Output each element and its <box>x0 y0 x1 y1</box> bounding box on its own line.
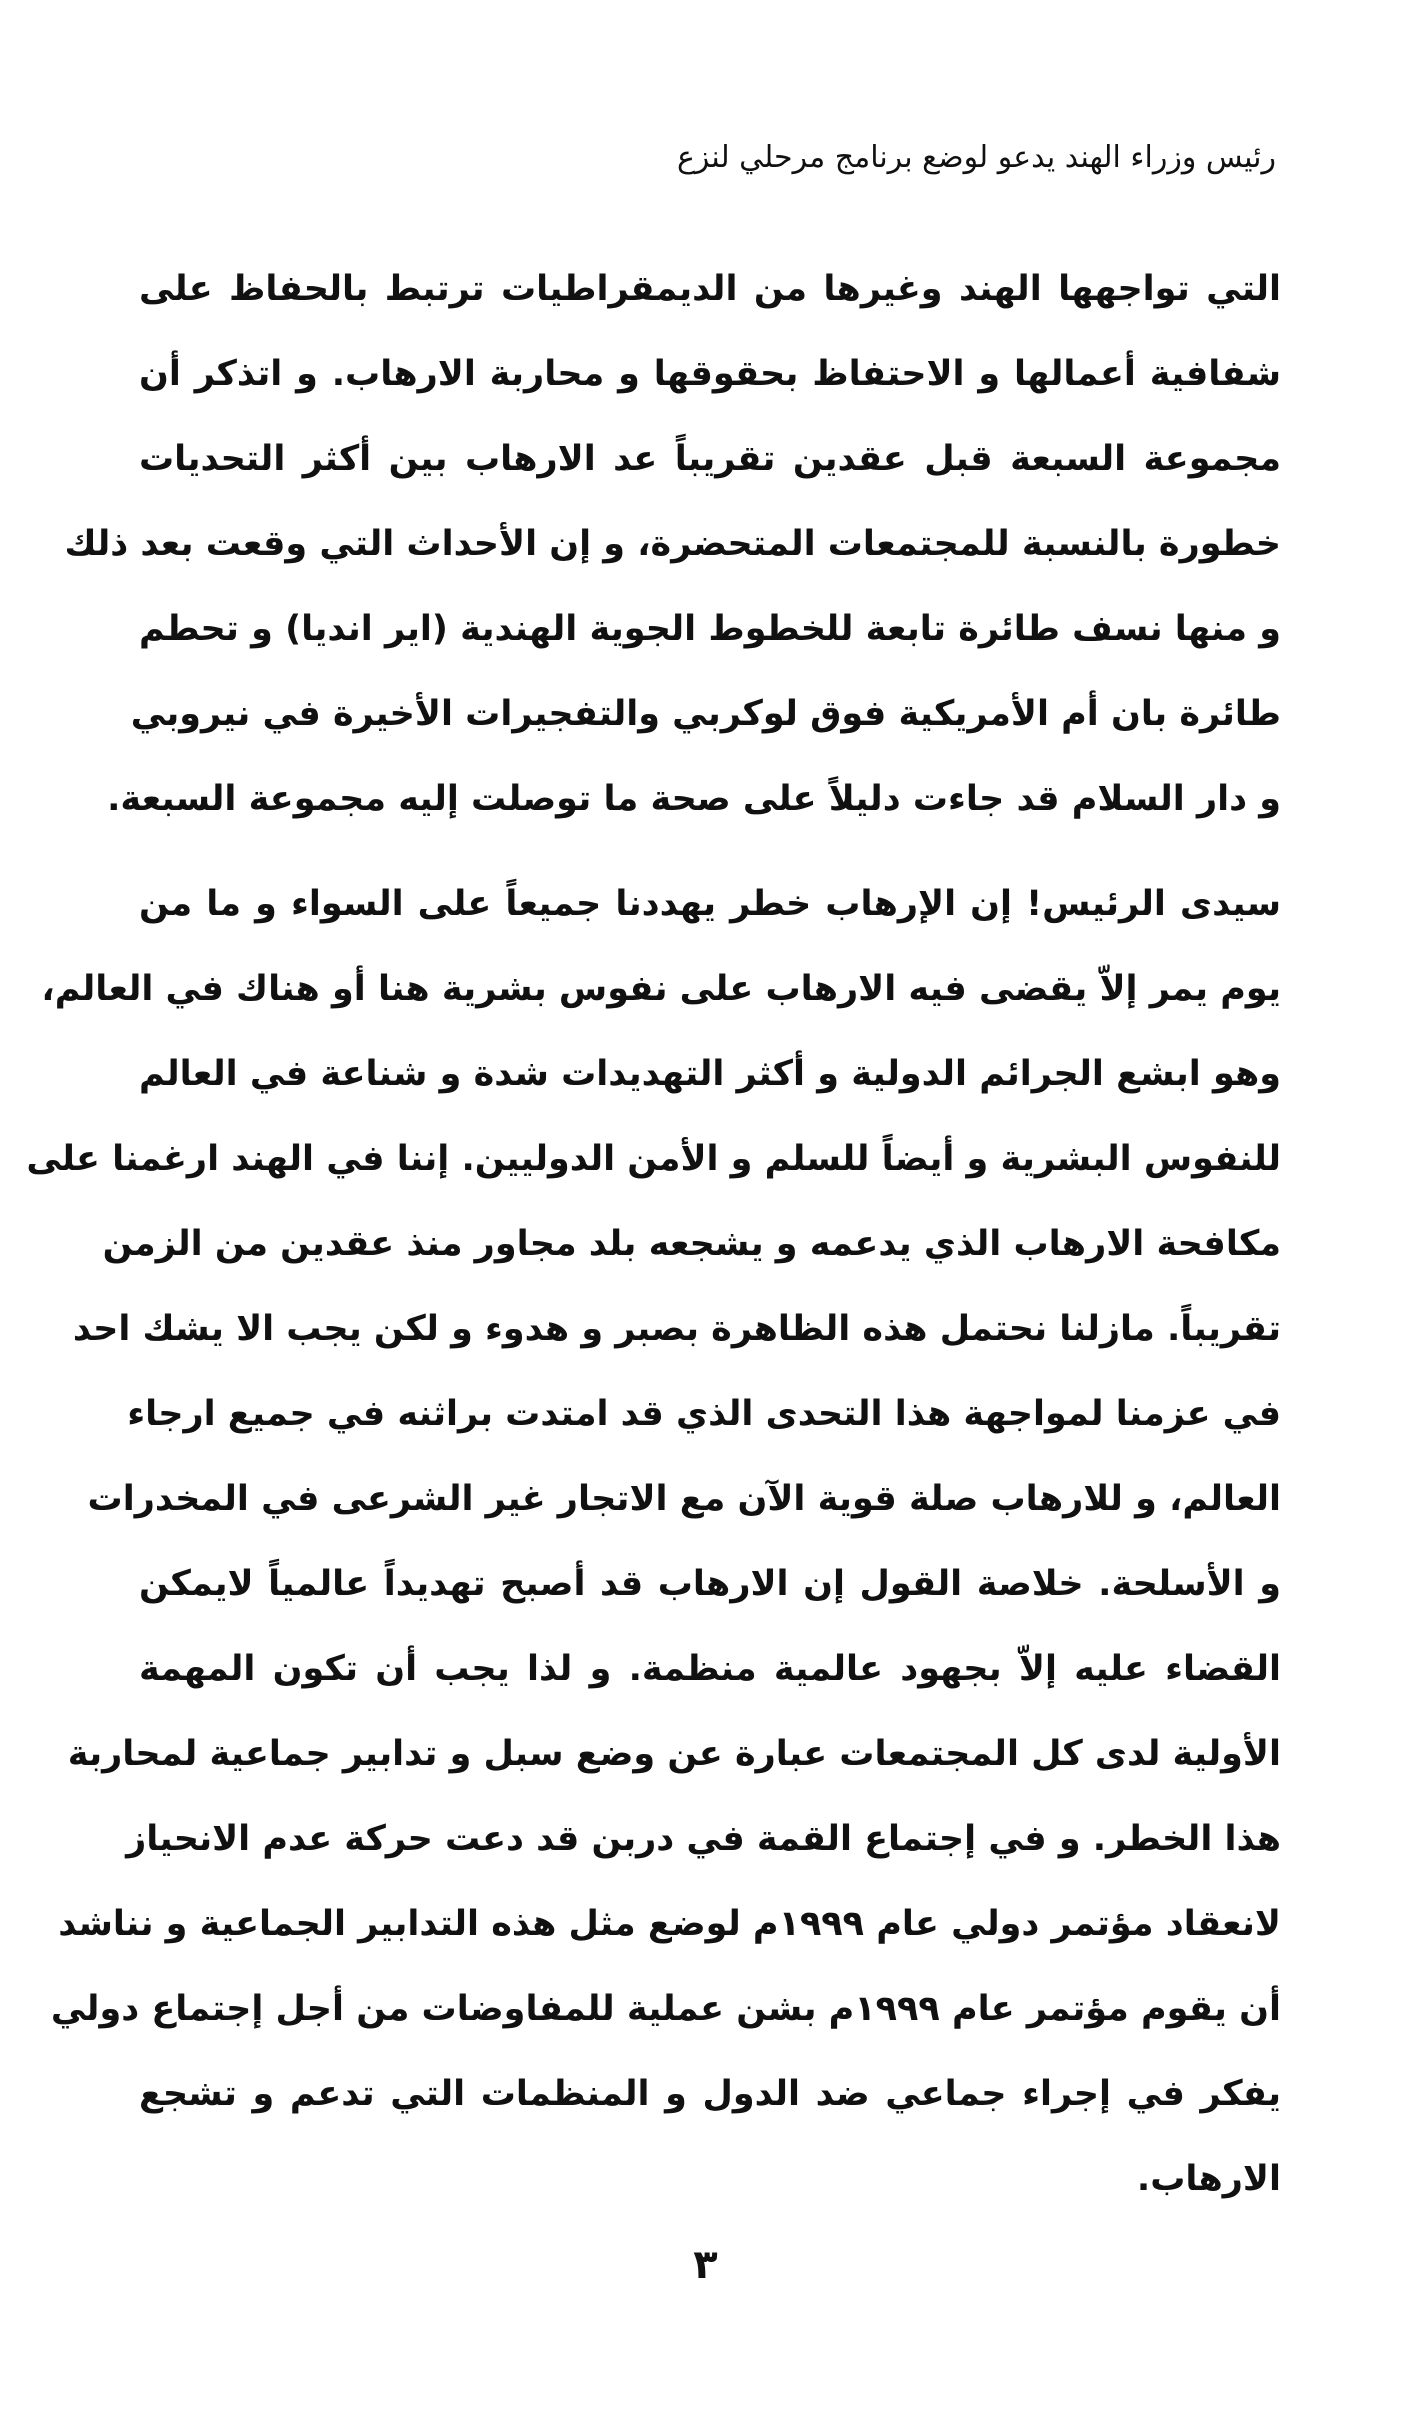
page-number: ٣ <box>693 2242 718 2288</box>
text-line: أن يقوم مؤتمر عام ١٩٩٩م بشن عملية للمفاوضات من أجل إجتماع دولي <box>50 1989 1281 2029</box>
text-line: و منها نسف طائرة تابعة للخطوط الجوية الهندية (اير انديا) و تحطم <box>139 609 1281 649</box>
text-line: الارهاب. <box>1136 2159 1281 2199</box>
text-line: التي تواجهها الهند وغيرها من الديمقراطيات ترتبط بالحفاظ على <box>139 269 1281 309</box>
running-header: رئيس وزراء الهند يدعو لوضع برنامج مرحلي لنزع <box>676 140 1276 175</box>
text-line: و دار السلام قد جاءت دليلاً على صحة ما توصلت إليه مجموعة السبعة. <box>107 779 1281 819</box>
text-line: هذا الخطر. و في إجتماع القمة في دربن قد دعت حركة عدم الانحياز <box>126 1819 1281 1859</box>
text-line: العالم، و للارهاب صلة قوية الآن مع الاتجار غير الشرعى في المخدرات <box>87 1479 1281 1519</box>
text-line: مكافحة الارهاب الذي يدعمه و يشجعه بلد مجاور منذ عقدين من الزمن <box>102 1224 1281 1264</box>
text-line: القضاء عليه إلاّ بجهود عالمية منظمة. و لذا يجب أن تكون المهمة <box>139 1649 1281 1689</box>
text-line: للنفوس البشرية و أيضاً للسلم و الأمن الدوليين. إننا في الهند ارغمنا على <box>26 1139 1281 1179</box>
text-line: لانعقاد مؤتمر دولي عام ١٩٩٩م لوضع مثل هذه التدابير الجماعية و نناشد <box>58 1904 1281 1944</box>
text-line: شفافية أعمالها و الاحتفاظ بحقوقها و محاربة الارهاب. و اتذكر أن <box>139 354 1281 394</box>
text-line: وهو ابشع الجرائم الدولية و أكثر التهديدات شدة و شناعة في العالم <box>139 1054 1281 1094</box>
text-line: في عزمنا لمواجهة هذا التحدى الذي قد امتدت براثنه في جميع ارجاء <box>127 1394 1281 1434</box>
text-line: مجموعة السبعة قبل عقدين تقريباً عد الارهاب بين أكثر التحديات <box>139 439 1281 479</box>
text-line: خطورة بالنسبة للمجتمعات المتحضرة، و إن الأحداث التي وقعت بعد ذلك <box>64 524 1281 564</box>
paragraph-2 <box>26 862 1281 2222</box>
text-line: يوم يمر إلاّ يقضى فيه الارهاب على نفوس بشرية هنا أو هناك في العالم، <box>41 969 1281 1009</box>
text-line: سيدى الرئيس! إن الإرهاب خطر يهددنا جميعاً على السواء و ما من <box>139 884 1281 924</box>
text-line: تقريباً. مازلنا نحتمل هذه الظاهرة بصبر و هدوء و لكن يجب الا يشك احد <box>72 1309 1281 1349</box>
text-line: طائرة بان أم الأمريكية فوق لوكربي والتفجيرات الأخيرة في نيروبي <box>130 694 1281 734</box>
paragraph-1 <box>64 247 1281 842</box>
text-line: و الأسلحة. خلاصة القول إن الارهاب قد أصبح تهديداً عالمياً لايمكن <box>139 1564 1281 1604</box>
text-line: الأولية لدى كل المجتمعات عبارة عن وضع سبل و تدابير جماعية لمحاربة <box>67 1734 1281 1774</box>
text-line: يفكر في إجراء جماعي ضد الدول و المنظمات التي تدعم و تشجع <box>139 2074 1281 2114</box>
